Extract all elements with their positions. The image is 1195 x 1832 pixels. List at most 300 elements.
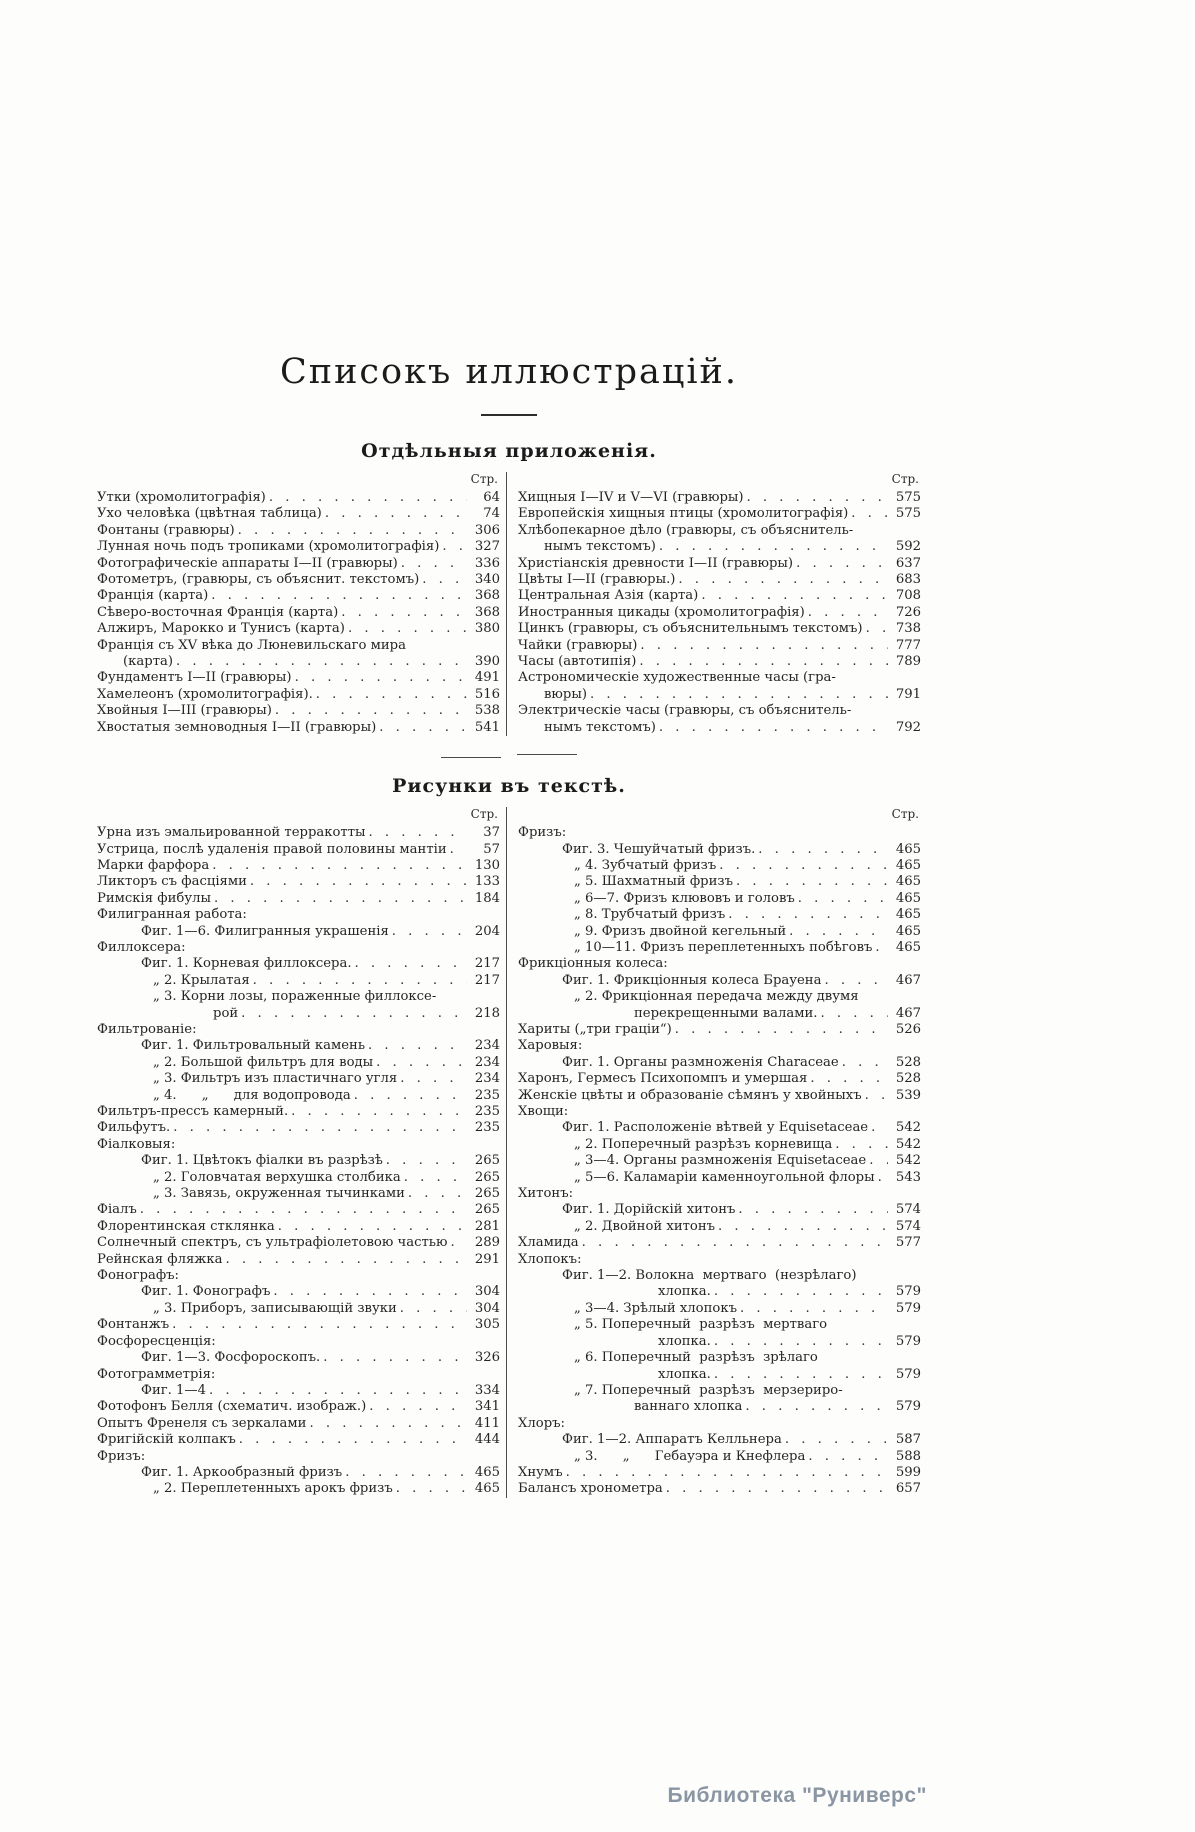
- dot-leader: [675, 1022, 888, 1038]
- entry-text: „ 2. Поперечный разрѣзъ корневища: [574, 1136, 833, 1152]
- toc-entry: [518, 1104, 921, 1120]
- toc-entry: [97, 1284, 500, 1300]
- dot-leader: [369, 1399, 467, 1415]
- toc-entry: [97, 1038, 500, 1054]
- entry-page-number: 289: [474, 1235, 500, 1251]
- toc-entry: [518, 1350, 921, 1366]
- toc-entry: [97, 989, 500, 1005]
- entry-page-number: 465: [895, 923, 921, 939]
- entry-text: Флорентинская стклянка: [97, 1218, 275, 1234]
- toc-entry: [97, 1465, 500, 1481]
- entry-text: Центральная Азія (карта): [518, 588, 699, 604]
- toc-entry: [518, 1432, 921, 1448]
- entry-page-number: 465: [895, 907, 921, 923]
- toc-entry: [97, 1416, 500, 1432]
- entry-text: (карта): [123, 654, 173, 670]
- entry-text: Астрономическіе художественные часы (гра-: [518, 670, 836, 686]
- toc-entry: [518, 907, 921, 923]
- entry-text: Фиг. 1. Органы размноженія Characeae: [562, 1054, 839, 1070]
- entry-text: „ 5. Шахматный фризъ: [574, 874, 733, 890]
- toc-entry: [518, 1120, 921, 1136]
- toc-entry: [518, 1317, 921, 1333]
- entry-page-number: 599: [895, 1464, 921, 1480]
- toc-entry: [97, 858, 500, 874]
- dot-leader: [719, 858, 888, 874]
- dot-leader: [442, 539, 467, 555]
- toc-entry: [97, 506, 500, 522]
- entry-text: Утки (хромолитографія): [97, 490, 266, 505]
- toc-entry: [97, 1120, 500, 1136]
- title-rule: [481, 414, 537, 416]
- entry-page-number: 579: [895, 1366, 921, 1382]
- entry-page-number: 340: [474, 572, 500, 588]
- toc-entry: [97, 588, 500, 604]
- dot-leader: [824, 973, 888, 989]
- toc-entry: [518, 1383, 921, 1399]
- dot-leader: [376, 1055, 467, 1071]
- entry-text: Фиг. 1. Фрикціонныя колеса Брауена: [562, 972, 822, 988]
- toc-entry: [518, 1038, 921, 1054]
- entry-text: Хитонъ:: [518, 1186, 574, 1202]
- toc-entry: [97, 654, 500, 670]
- toc-entry: [97, 605, 500, 621]
- entry-page-number: 465: [474, 1481, 500, 1497]
- entry-page-number: 57: [483, 841, 500, 857]
- toc-entry: [518, 506, 921, 522]
- toc-entry: [518, 1465, 921, 1481]
- entry-text: Фіалъ: [97, 1202, 137, 1218]
- entry-text: Электрическіе часы (гравюры, съ объяснитель-: [518, 703, 852, 719]
- toc-entry: [518, 687, 921, 703]
- entry-page-number: 218: [474, 1005, 500, 1021]
- entry-page-number: 526: [895, 1021, 921, 1037]
- entry-text: Фотометръ, (гравюры, съ объяснит. текстомъ): [97, 572, 420, 588]
- dot-leader: [212, 858, 467, 874]
- entry-text: „ 3—4. Зрѣлый хлопокъ: [574, 1300, 737, 1316]
- dot-leader: [450, 1235, 467, 1251]
- toc-entry: [97, 1350, 500, 1366]
- entry-text: Хамелеонъ (хромолитографія).: [97, 686, 313, 702]
- entry-text: Хвостатыя земноводныя I—II (гравюры): [97, 719, 377, 735]
- page-column-header: Стр.: [470, 472, 498, 486]
- dot-leader: [348, 621, 467, 637]
- entry-text: Хламида: [518, 1235, 579, 1251]
- entry-page-number: 234: [474, 1071, 500, 1087]
- entry-page-number: 465: [895, 890, 921, 906]
- ornament-dash: [441, 757, 501, 758]
- toc-entry: [97, 1383, 500, 1399]
- entry-text: Хлоръ:: [518, 1415, 565, 1431]
- entry-page-number: 726: [895, 604, 921, 620]
- entry-text: Фіалковыя:: [97, 1136, 176, 1152]
- dot-leader: [275, 703, 467, 719]
- entry-text: Хищныя I—IV и V—VI (гравюры): [518, 490, 744, 505]
- dot-leader: [238, 523, 467, 539]
- dot-leader: [345, 1465, 467, 1481]
- entry-text: Фиг. 1. Фильтровальный камень: [141, 1038, 366, 1054]
- entry-page-number: 516: [474, 686, 500, 702]
- entry-text: „ 3. Завязь, окруженная тычинками: [153, 1186, 405, 1202]
- entry-page-number: 579: [895, 1333, 921, 1349]
- toc-entry: [518, 842, 921, 858]
- dot-leader: [209, 1383, 467, 1399]
- dot-leader: [728, 907, 888, 923]
- entry-page-number: 465: [895, 841, 921, 857]
- entry-page-number: 265: [474, 1169, 500, 1185]
- entry-text: Харонъ, Гермесъ Психопомпъ и умершая: [518, 1071, 808, 1087]
- toc-entry: [97, 1334, 500, 1350]
- entry-page-number: 217: [474, 956, 500, 972]
- entry-page-number: 465: [895, 874, 921, 890]
- entry-page-number: 133: [474, 874, 500, 890]
- dot-leader: [401, 556, 467, 572]
- entry-text: Марки фарфора: [97, 857, 210, 873]
- entry-text: хлопка.: [658, 1366, 711, 1382]
- entry-page-number: 467: [895, 972, 921, 988]
- entry-page-number: 368: [474, 604, 500, 620]
- entry-page-number: 305: [474, 1317, 500, 1333]
- dot-leader: [820, 1006, 888, 1022]
- entry-page-number: 542: [895, 1153, 921, 1169]
- toc-entry: [518, 1137, 921, 1153]
- entry-text: „ 2. Фрикціонная передача между двумя: [574, 989, 859, 1005]
- page-title: Списокъ иллюстрацій.: [279, 352, 739, 392]
- entry-page-number: 281: [474, 1218, 500, 1234]
- entry-text: Фиг. 1—2. Аппаратъ Келльнера: [562, 1432, 782, 1448]
- entry-text: „ 6. Поперечный разрѣзъ зрѣлаго: [574, 1350, 818, 1366]
- dot-leader: [718, 1219, 888, 1235]
- toc-entry: [518, 1055, 921, 1071]
- dot-leader: [450, 842, 467, 858]
- section-heading-figures: Рисунки въ текстѣ.: [392, 775, 626, 798]
- toc-entry: [97, 490, 500, 506]
- toc-entry: [518, 654, 921, 670]
- toc-entry: [518, 1088, 921, 1104]
- entry-text: Фиг. 1. Аркообразный фризъ: [141, 1464, 343, 1480]
- dot-leader: [253, 973, 467, 989]
- dot-leader: [639, 654, 888, 670]
- toc-entry: [518, 1235, 921, 1251]
- entry-text: „ 3. Корни лозы, пораженные филлоксе-: [153, 989, 437, 1005]
- toc-entry: [97, 1432, 500, 1448]
- entry-text: Фиг. 1. Расположеніе вѣтвей у Equisetaceae: [562, 1120, 869, 1136]
- entry-page-number: 444: [474, 1432, 500, 1448]
- dot-leader: [408, 1186, 467, 1202]
- dot-leader: [295, 670, 467, 686]
- entry-text: Фильтрованіе:: [97, 1021, 197, 1037]
- toc-entry: [97, 825, 500, 841]
- entry-page-number: 657: [895, 1481, 921, 1497]
- page-column-header: Стр.: [891, 807, 919, 822]
- dot-leader: [404, 1170, 467, 1186]
- entry-text: „ 3. „ Гебауэра и Кнефлера: [574, 1448, 806, 1464]
- entry-page-number: 336: [474, 555, 500, 571]
- dot-leader: [422, 572, 467, 588]
- toc-entry: [97, 687, 500, 703]
- entry-text: Хлопокъ:: [518, 1251, 582, 1267]
- entry-page-number: 789: [895, 654, 921, 670]
- dot-leader: [871, 1120, 888, 1136]
- entry-text: Франція съ XV вѣка до Люневильскаго мира: [97, 637, 406, 653]
- entry-text: „ 7. Поперечный разрѣзъ мерзериро-: [574, 1382, 843, 1398]
- toc-entry: [518, 572, 921, 588]
- toc-entry: [97, 1399, 500, 1415]
- entry-page-number: 326: [474, 1350, 500, 1366]
- entry-text: Фонтанжъ: [97, 1317, 170, 1333]
- dot-leader: [714, 1334, 888, 1350]
- entry-text: перекрещенными валами.: [634, 1005, 818, 1021]
- entry-page-number: 465: [895, 857, 921, 873]
- entry-page-number: 528: [895, 1071, 921, 1087]
- entry-text: „ 9. Фризъ двойной кегельный: [574, 923, 787, 939]
- entry-text: „ 4. Зубчатый фризъ: [574, 857, 717, 873]
- entry-text: Римскія фибулы: [97, 890, 211, 906]
- toc-entry: [97, 1186, 500, 1202]
- entry-page-number: 792: [895, 719, 921, 735]
- entry-text: „ 2. Большой фильтръ для воды: [153, 1054, 374, 1070]
- entry-text: Солнечный спектръ, съ ультрафіолетовою частью: [97, 1235, 448, 1251]
- dot-leader: [851, 506, 888, 522]
- entry-page-number: 577: [895, 1235, 921, 1251]
- toc-entry: [518, 703, 921, 719]
- entry-page-number: 588: [895, 1448, 921, 1464]
- page-column-header: Стр.: [470, 807, 498, 822]
- toc-entry: [518, 1334, 921, 1350]
- entry-text: „ 5. Поперечный разрѣзъ мертваго: [574, 1317, 828, 1333]
- dot-leader: [368, 1038, 467, 1054]
- toc-entry: [97, 940, 500, 956]
- dot-leader: [659, 720, 888, 736]
- dot-leader: [835, 1137, 888, 1153]
- toc-entry: [97, 720, 500, 736]
- dot-leader: [140, 1202, 467, 1218]
- dot-leader: [789, 924, 888, 940]
- toc-entry: [97, 1235, 500, 1251]
- dot-leader: [355, 956, 467, 972]
- dot-leader: [239, 1432, 467, 1448]
- toc-entry: [97, 1301, 500, 1317]
- entry-page-number: 304: [474, 1284, 500, 1300]
- entry-page-number: 411: [474, 1415, 500, 1431]
- dot-leader: [678, 572, 888, 588]
- entry-page-number: 528: [895, 1054, 921, 1070]
- dot-leader: [273, 1284, 467, 1300]
- dot-leader: [745, 1399, 888, 1415]
- toc-entry: [97, 973, 500, 989]
- entry-text: нымъ текстомъ): [544, 539, 656, 555]
- toc-entry: [97, 1219, 500, 1235]
- dot-leader: [796, 556, 888, 572]
- toc-entry: [97, 1268, 500, 1284]
- entry-text: Фрикціонныя колеса:: [518, 956, 668, 972]
- dot-leader: [354, 1088, 467, 1104]
- entry-text: Ухо человѣка (цвѣтная таблица): [97, 506, 322, 522]
- dot-leader: [714, 1367, 888, 1383]
- toc-entry: [97, 638, 500, 654]
- entry-text: „ 4. „ для водопровода: [153, 1087, 351, 1103]
- dot-leader: [659, 539, 888, 555]
- entry-page-number: 265: [474, 1202, 500, 1218]
- section-heading-plates: Отдѣльныя приложенія.: [361, 440, 657, 462]
- entry-text: хлопка.: [658, 1284, 711, 1300]
- entry-page-number: 539: [895, 1087, 921, 1103]
- entry-page-number: 327: [474, 539, 500, 555]
- toc-entry: [518, 973, 921, 989]
- toc-entry: [518, 1284, 921, 1300]
- entry-text: Фригійскій колпакъ: [97, 1432, 236, 1448]
- entry-text: „ 5—6. Каламаріи каменноугольной флоры: [574, 1169, 875, 1185]
- entry-page-number: 538: [474, 703, 500, 719]
- entry-page-number: 368: [474, 588, 500, 604]
- toc-column: [506, 472, 921, 736]
- entry-page-number: 465: [474, 1464, 500, 1480]
- toc-entry: [97, 1088, 500, 1104]
- toc-entry: [518, 720, 921, 736]
- entry-text: Фиг. 1—2. Волокна мертваго (незрѣлаго): [562, 1268, 857, 1284]
- entry-text: Фонографъ:: [97, 1268, 179, 1284]
- toc-content: [97, 0, 921, 1498]
- entry-page-number: 234: [474, 1038, 500, 1054]
- entry-text: Европейскія хищныя птицы (хромолитографія): [518, 506, 849, 522]
- toc-column: [97, 472, 506, 736]
- entry-text: Франція (карта): [97, 588, 209, 604]
- entry-text: „ 3. Приборъ, записывающій звуки: [153, 1300, 397, 1316]
- entry-text: Фиг. 3. Чешуйчатый фризъ.: [562, 841, 756, 857]
- entry-page-number: 74: [483, 506, 500, 522]
- dot-leader: [842, 1055, 888, 1071]
- entry-page-number: 467: [895, 1005, 921, 1021]
- entry-text: Лунная ночь подъ тропиками (хромолитографія): [97, 539, 440, 555]
- entry-page-number: 130: [474, 857, 500, 873]
- dot-leader: [808, 1449, 888, 1465]
- entry-page-number: 575: [895, 506, 921, 522]
- toc-entry: [97, 1022, 500, 1038]
- entry-text: Алжиръ, Марокко и Тунисъ (карта): [97, 621, 345, 637]
- entry-page-number: 575: [895, 490, 921, 505]
- entry-page-number: 543: [895, 1169, 921, 1185]
- dot-leader: [810, 1071, 888, 1087]
- toc-entry: [518, 1219, 921, 1235]
- toc-entry: [518, 1301, 921, 1317]
- page-column-header: Стр.: [891, 472, 919, 486]
- dot-leader: [747, 490, 888, 506]
- dot-leader: [173, 1120, 467, 1136]
- entry-text: нымъ текстомъ): [544, 719, 656, 735]
- dot-leader: [738, 1202, 888, 1218]
- toc-entry: [518, 638, 921, 654]
- toc-entry: [518, 556, 921, 572]
- entry-page-number: 234: [474, 1054, 500, 1070]
- toc-entry: [518, 490, 921, 506]
- dot-leader: [379, 720, 467, 736]
- entry-text: „ 2. Переплетенныхъ арокъ фризъ: [153, 1481, 393, 1497]
- toc-entry: [518, 1252, 921, 1268]
- entry-page-number: 683: [895, 572, 921, 588]
- entry-text: Фиг. 1. Корневая филлоксера.: [141, 956, 352, 972]
- toc-entry: [518, 956, 921, 972]
- entry-page-number: 541: [474, 719, 500, 735]
- dot-leader: [325, 506, 467, 522]
- dot-leader: [226, 1252, 467, 1268]
- entry-page-number: 738: [895, 621, 921, 637]
- toc-entry: [97, 907, 500, 923]
- entry-page-number: 542: [895, 1136, 921, 1152]
- toc-entry: [97, 1170, 500, 1186]
- toc-entry: [97, 891, 500, 907]
- entry-text: Женскіе цвѣты и образованіе сѣмянъ у хвойныхъ: [518, 1087, 862, 1103]
- dot-leader: [590, 687, 888, 703]
- entry-text: Иностранныя цикады (хромолитографія): [518, 604, 805, 620]
- dot-leader: [666, 1481, 888, 1497]
- toc-entry: [97, 1252, 500, 1268]
- dot-leader: [701, 588, 888, 604]
- toc-entry: [518, 1416, 921, 1432]
- entry-page-number: 235: [474, 1087, 500, 1103]
- dot-leader: [241, 1006, 467, 1022]
- entry-page-number: 579: [895, 1284, 921, 1300]
- dot-leader: [758, 842, 888, 858]
- entry-text: „ 8. Трубчатый фризъ: [574, 907, 726, 923]
- toc-entry: [97, 924, 500, 940]
- dot-leader: [785, 1432, 888, 1448]
- entry-page-number: 380: [474, 621, 500, 637]
- toc-entry: [97, 523, 500, 539]
- dot-leader: [291, 1104, 467, 1120]
- entry-text: Харовыя:: [518, 1038, 583, 1054]
- toc-entry: [97, 670, 500, 686]
- entry-page-number: 574: [895, 1202, 921, 1218]
- entry-text: „ 10—11. Фризъ переплетенныхъ побѣговъ: [574, 939, 873, 955]
- entry-page-number: 184: [474, 890, 500, 906]
- toc-entry: [97, 572, 500, 588]
- toc-entry: [518, 1186, 921, 1202]
- entry-text: Чайки (гравюры): [518, 637, 638, 653]
- dot-leader: [865, 1088, 888, 1104]
- toc-entry: [97, 956, 500, 972]
- entry-page-number: 777: [895, 637, 921, 653]
- entry-text: Хнумъ: [518, 1464, 563, 1480]
- toc-entry: [518, 1449, 921, 1465]
- entry-page-number: 791: [895, 686, 921, 702]
- toc-entry: [518, 924, 921, 940]
- dot-leader: [316, 687, 467, 703]
- library-watermark: Библиотека "Руниверс": [667, 1784, 927, 1807]
- entry-page-number: 587: [895, 1432, 921, 1448]
- dot-leader: [396, 1481, 467, 1497]
- dot-leader: [808, 605, 888, 621]
- toc-entry: [97, 1137, 500, 1153]
- entry-page-number: 390: [474, 654, 500, 670]
- toc-entry: [518, 1153, 921, 1169]
- entry-page-number: 341: [474, 1399, 500, 1415]
- dot-leader: [798, 891, 888, 907]
- entry-text: „ 3. Фильтръ изъ пластичнаго угля: [153, 1071, 398, 1087]
- toc-entry: [518, 1022, 921, 1038]
- toc-entry: [518, 588, 921, 604]
- toc-entry: [97, 1202, 500, 1218]
- toc-entry: [518, 621, 921, 637]
- dot-leader: [866, 621, 888, 637]
- dot-leader: [386, 1153, 467, 1169]
- entry-page-number: 291: [474, 1251, 500, 1267]
- dot-leader: [214, 891, 467, 907]
- entry-page-number: 37: [483, 825, 500, 841]
- toc-entry: [518, 539, 921, 555]
- dot-leader: [278, 1219, 467, 1235]
- entry-text: Фильфутъ.: [97, 1120, 171, 1136]
- toc-entry: [518, 523, 921, 539]
- toc-entry: [97, 1104, 500, 1120]
